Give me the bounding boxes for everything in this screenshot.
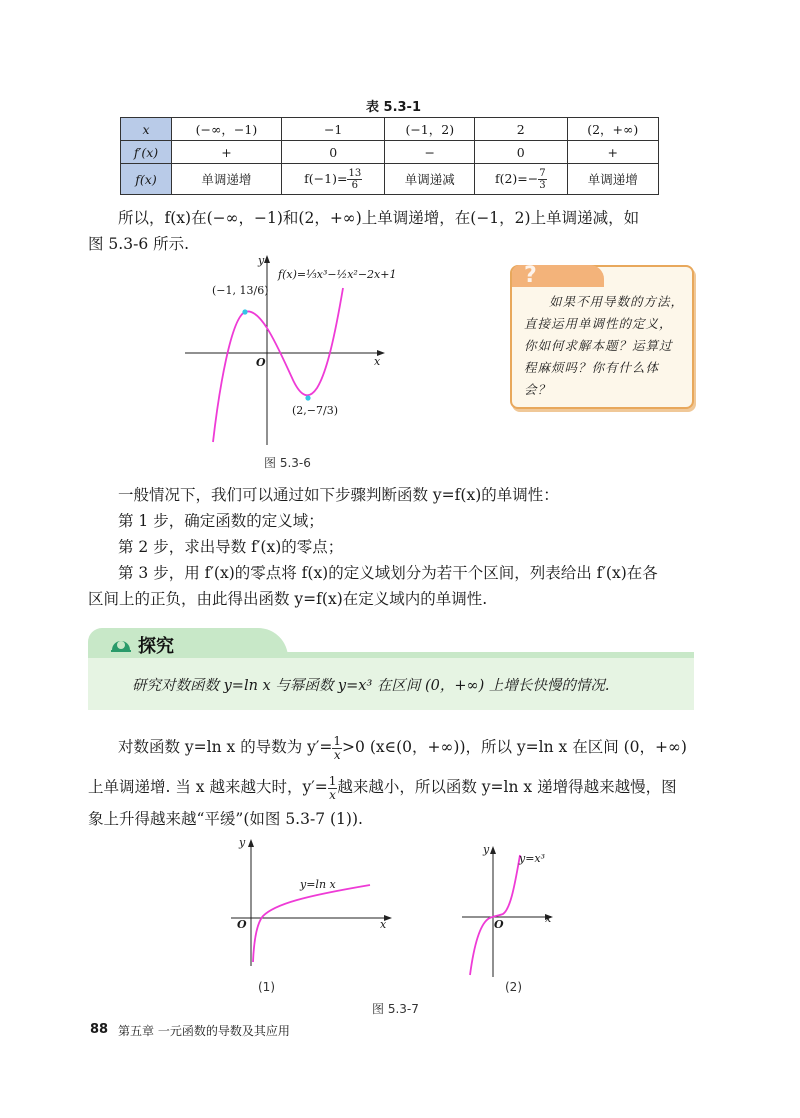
table-cell: 单调递增 xyxy=(567,164,659,195)
table-row xyxy=(121,164,659,195)
origin-label: O xyxy=(256,356,266,369)
table-cell: −1 xyxy=(281,118,385,141)
cell-expr: f(2)=− xyxy=(494,170,539,186)
page-number: 88 xyxy=(90,1022,109,1037)
x-axis-label: x xyxy=(545,912,552,925)
paragraph-line: 上单调递增. 当 x 越来越大时，y′= $\frac{1}{x}$ 越来越小，所以函数 y=ln x 递增得越来越慢，图 xyxy=(88,773,677,802)
subfigure-label: (2) xyxy=(505,980,522,994)
table-cell: 0 xyxy=(281,141,385,164)
fraction: $\frac{13}{6}$ xyxy=(348,167,362,191)
function-label: f(x)=⅓x³−½x²−2x+1 xyxy=(278,268,397,281)
table-cell: 单调递减 xyxy=(385,164,475,195)
fraction: $\frac{1}{x}$ xyxy=(333,733,342,762)
table-cell: + xyxy=(567,141,659,164)
table-5-3-1 xyxy=(120,117,659,195)
table-cell: f′(x) xyxy=(121,141,172,164)
figure-5-3-7-2 xyxy=(458,845,558,980)
chapter-title: 第五章 一元函数的导数及其应用 xyxy=(118,1024,290,1038)
table-cell: − xyxy=(385,141,475,164)
table-caption: 表 5.3-1 xyxy=(366,100,421,115)
step-1: 第 1 步，确定函数的定义域； xyxy=(118,512,324,530)
x-axis-label: x xyxy=(374,355,381,368)
subfigure-label: (1) xyxy=(258,980,275,994)
table-cell: (2，+∞) xyxy=(567,118,659,141)
table-cell: f(x) xyxy=(121,164,172,195)
y-axis-label: y xyxy=(258,254,265,267)
y-axis-label: y xyxy=(483,843,490,856)
cell-expr: f(−1)= xyxy=(304,170,348,186)
x-axis-label: x xyxy=(380,918,387,931)
explore-text: 研究对数函数 y=ln x 与幂函数 y=x³ 在区间 (0，+∞) 上增长快慢的情况. xyxy=(132,678,610,694)
table-row xyxy=(121,118,659,141)
max-point-label: (−1, 13/6) xyxy=(212,284,269,297)
min-point-label: (2,−7/3) xyxy=(292,404,338,417)
step-2: 第 2 步，求出导数 f′(x)的零点； xyxy=(118,538,344,556)
fraction: $\frac{7}{3}$ xyxy=(539,167,546,191)
fraction: $\frac{1}{x}$ xyxy=(328,773,337,802)
table-cell xyxy=(281,164,385,195)
curve-label-ln: y=ln x xyxy=(300,878,336,891)
figure-caption: 图 5.3-6 xyxy=(264,456,311,470)
paragraph-line: 所以，f(x)在(−∞，−1)和(2，+∞)上单调递增，在(−1，2)上单调递减，如 xyxy=(118,209,640,227)
origin-label: O xyxy=(494,918,504,931)
figure-caption: 图 5.3-7 xyxy=(372,1002,419,1016)
step-3: 第 3 步，用 f′(x)的零点将 f(x)的定义域划分为若干个区间，列表给出 f′(x)在各 xyxy=(118,564,658,582)
step-3-cont: 区间上的正负，由此得出函数 y=f(x)在定义域内的单调性. xyxy=(88,590,488,608)
table-cell: 0 xyxy=(475,141,567,164)
paragraph-line: 象上升得越来越“平缓”(如图 5.3-7 (1)). xyxy=(88,810,363,828)
note-text: 如果不用导数的方法，直接运用单调性的定义，你如何求解本题？运算过程麻烦吗？你有什么体会？ xyxy=(524,294,685,397)
table-cell: 2 xyxy=(475,118,567,141)
paragraph-line: 对数函数 y=ln x 的导数为 y′= $\frac{1}{x}$ >0 (x∈(0，+∞))，所以 y=ln x 在区间 (0，+∞) xyxy=(118,733,687,762)
table-cell: (−1，2) xyxy=(385,118,475,141)
table-row xyxy=(121,141,659,164)
steps-intro: 一般情况下，我们可以通过如下步骤判断函数 y=f(x)的单调性： xyxy=(118,486,559,504)
y-axis-label: y xyxy=(239,836,246,849)
figure-5-3-7-1 xyxy=(225,838,395,968)
paragraph-line: 图 5.3-6 所示. xyxy=(88,235,190,253)
curve-label-cube: y=x³ xyxy=(519,852,546,865)
origin-label: O xyxy=(237,918,247,931)
table-cell: 单调递增 xyxy=(172,164,282,195)
question-icon: ? xyxy=(524,263,537,288)
explore-title: 探究 xyxy=(138,636,174,657)
table-cell: (−∞，−1) xyxy=(172,118,282,141)
table-cell: x xyxy=(121,118,172,141)
thinking-note-box xyxy=(510,265,694,409)
table-cell xyxy=(475,164,567,195)
explore-icon xyxy=(110,634,132,654)
table-cell: + xyxy=(172,141,282,164)
